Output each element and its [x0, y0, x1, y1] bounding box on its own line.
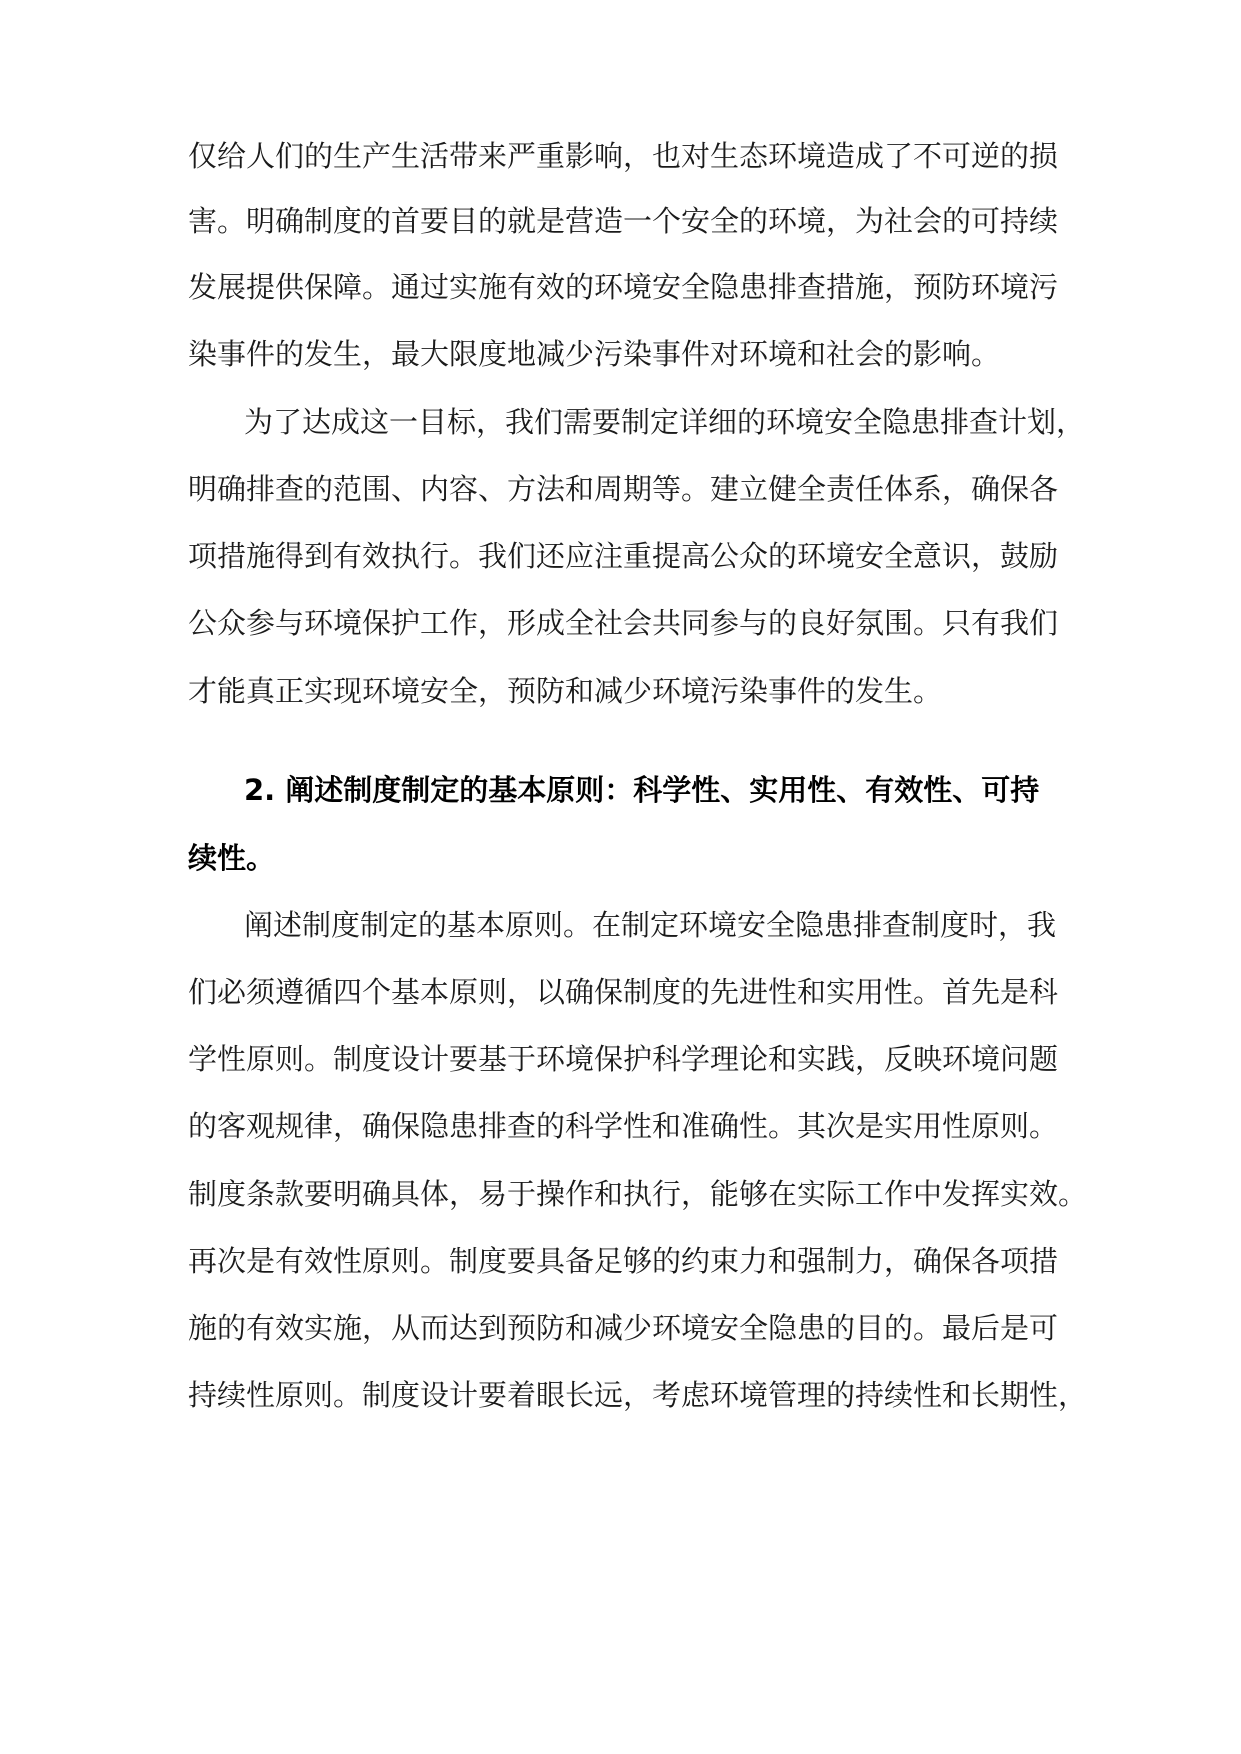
paragraph-3-line-8: 持续性原则。制度设计要着眼长远，考虑环境管理的持续性和长期性，: [188, 1378, 1088, 1412]
paragraph-2-line-5: 才能真正实现环境安全，预防和减少环境污染事件的发生。: [188, 674, 943, 708]
section-heading-line-2: 续性。: [188, 841, 276, 875]
section-heading-line-1: 2. 阐述制度制定的基本原则：科学性、实用性、有效性、可持: [244, 773, 1040, 807]
paragraph-2-line-3: 项措施得到有效执行。我们还应注重提高公众的环境安全意识，鼓励: [188, 539, 1059, 573]
paragraph-3-line-1: 阐述制度制定的基本原则。在制定环境安全隐患排查制度时，我: [244, 908, 1057, 942]
paragraph-3-line-5: 制度条款要明确具体，易于操作和执行，能够在实际工作中发挥实效。: [188, 1177, 1088, 1211]
paragraph-3-line-6: 再次是有效性原则。制度要具备足够的约束力和强制力，确保各项措: [188, 1244, 1059, 1278]
paragraph-3-line-7: 施的有效实施，从而达到预防和减少环境安全隐患的目的。最后是可: [188, 1311, 1059, 1345]
paragraph-2-line-1: 为了达成这一目标，我们需要制定详细的环境安全隐患排查计划，: [244, 405, 1086, 439]
paragraph-3-line-2: 们必须遵循四个基本原则，以确保制度的先进性和实用性。首先是科: [188, 975, 1059, 1009]
paragraph-2-line-4: 公众参与环境保护工作，形成全社会共同参与的良好氛围。只有我们: [188, 606, 1059, 640]
paragraph-1-line-4: 染事件的发生，最大限度地减少污染事件对环境和社会的影响。: [188, 337, 1001, 371]
paragraph-1-line-2: 害。明确制度的首要目的就是营造一个安全的环境，为社会的可持续: [188, 204, 1059, 238]
paragraph-2-line-2: 明确排查的范围、内容、方法和周期等。建立健全责任体系，确保各: [188, 472, 1059, 506]
paragraph-1-line-1: 仅给人们的生产生活带来严重影响，也对生态环境造成了不可逆的损: [188, 139, 1059, 173]
paragraph-1-line-3: 发展提供保障。通过实施有效的环境安全隐患排查措施，预防环境污: [188, 270, 1059, 304]
paragraph-3-line-4: 的客观规律，确保隐患排查的科学性和准确性。其次是实用性原则。: [188, 1109, 1059, 1143]
paragraph-3-line-3: 学性原则。制度设计要基于环境保护科学理论和实践，反映环境问题: [188, 1042, 1059, 1076]
